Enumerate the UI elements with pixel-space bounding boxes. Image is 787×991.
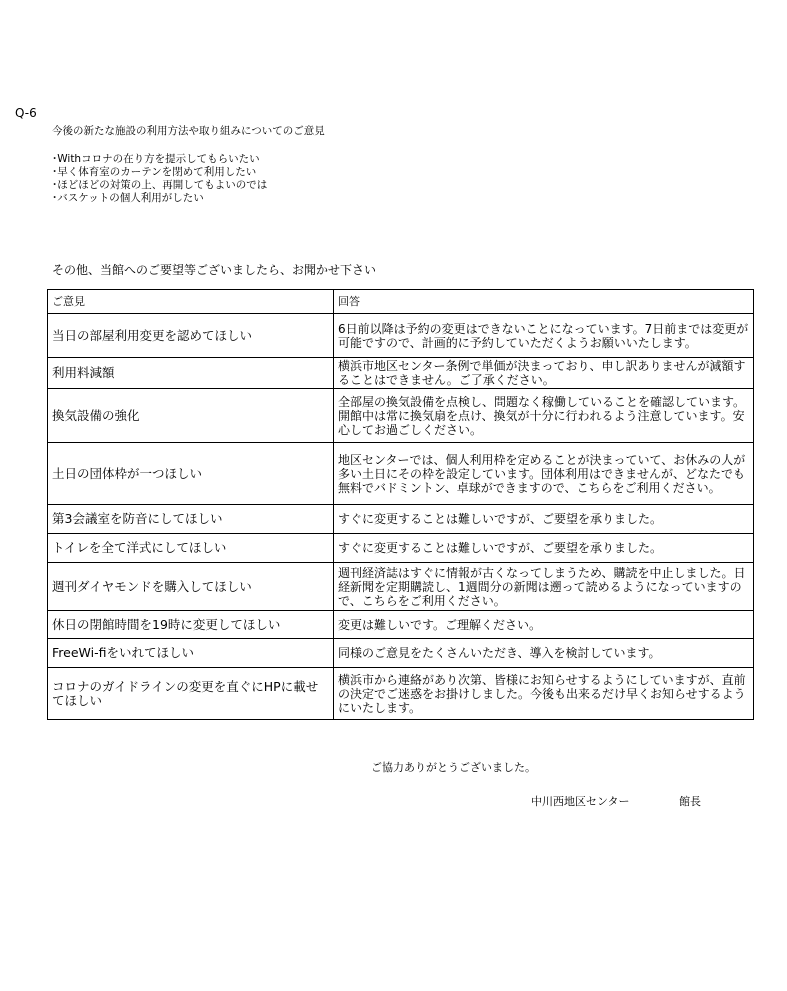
table-row [48,668,754,720]
answer-cell: 週刊経済誌はすぐに情報が古くなってしまうため、購読を中止しました。日経新聞を定期購読し、1週間分の新聞は遡って読めるようになっていますので、こちらをご利用ください。 [334,563,754,611]
answer-cell: すぐに変更することは難しいですが、ご要望を承りました。 [334,505,754,534]
table-header-row [48,290,754,314]
answer-cell: 地区センターでは、個人利用枠を定めることが決まっていて、お休みの人が多い土日にその枠を設定しています。団体利用はできませんが、どなたでも無料でバドミントン、卓球ができますので、こちらをご利用ください。 [334,443,754,505]
answer-cell: 全部屋の換気設備を点検し、問題なく稼働していることを確認しています。開館中は常に換気扇を点け、換気が十分に行われるよう注意しています。安心してお過ごしください。 [334,389,754,443]
header-opinion: ご意見 [48,290,334,314]
signature [531,793,701,809]
bullet-item: ･ほどほどの対策の上、再開してもよいのでは [52,179,268,191]
table-row [48,389,754,443]
table-row [48,563,754,611]
opinion-cell: 週刊ダイヤモンドを購入してほしい [48,563,334,611]
organization-name: 中川西地区センター [531,795,630,808]
question-title: 今後の新たな施設の利用方法や取り組みについてのご意見 [52,125,325,137]
opinion-cell: 当日の部屋利用変更を認めてほしい [48,314,334,358]
table-row [48,358,754,389]
opinion-bullet-list [52,153,267,205]
opinion-cell: トイレを全て洋式にしてほしい [48,534,334,563]
answer-cell: 横浜市から連絡があり次第、皆様にお知らせするようにしていますが、直前の決定でご迷惑をお掛けしました。今後も出来るだけ早くお知らせするようにいたします。 [334,668,754,720]
table-row [48,611,754,639]
header-answer: 回答 [334,290,754,314]
table-row [48,639,754,668]
bullet-item: ･Withコロナの在り方を提示してもらいたい [52,153,260,165]
table-row [48,534,754,563]
answer-cell: すぐに変更することは難しいですが、ご要望を承りました。 [334,534,754,563]
opinion-cell: コロナのガイドラインの変更を直ぐにHPに載せてほしい [48,668,334,720]
table-row [48,505,754,534]
answer-cell: 同様のご意見をたくさんいただき、導入を検討しています。 [334,639,754,668]
signatory-title: 館長 [679,795,702,808]
answer-cell: 6日前以降は予約の変更はできないことになっています。7日前までは変更が可能ですので、計画的に予約していただくようお願いいたします。 [334,314,754,358]
question-number: Q-6 [15,106,37,120]
bullet-item: ･早く体育室のカーテンを閉めて利用したい [52,166,257,178]
answer-cell: 変更は難しいです。ご理解ください。 [334,611,754,639]
opinion-cell: 利用料減額 [48,358,334,389]
opinion-cell: 換気設備の強化 [48,389,334,443]
opinion-cell: FreeWi-fiをいれてほしい [48,639,334,668]
thanks-message: ご協力ありがとうございました。 [371,761,536,774]
table-row [48,314,754,358]
table-row [48,443,754,505]
opinion-cell: 第3会議室を防音にしてほしい [48,505,334,534]
opinion-cell: 休日の閉館時間を19時に変更してほしい [48,611,334,639]
opinion-cell: 土日の団体枠が一つほしい [48,443,334,505]
answer-cell: 横浜市地区センター条例で単価が決まっており、申し訳ありませんが減額することはできません。ご了承ください。 [334,358,754,389]
bullet-item: ･バスケットの個人利用がしたい [52,192,204,204]
section-title: その他、当館へのご要望等ございましたら、お聞かせ下さい [52,263,377,277]
opinions-table [47,289,754,720]
